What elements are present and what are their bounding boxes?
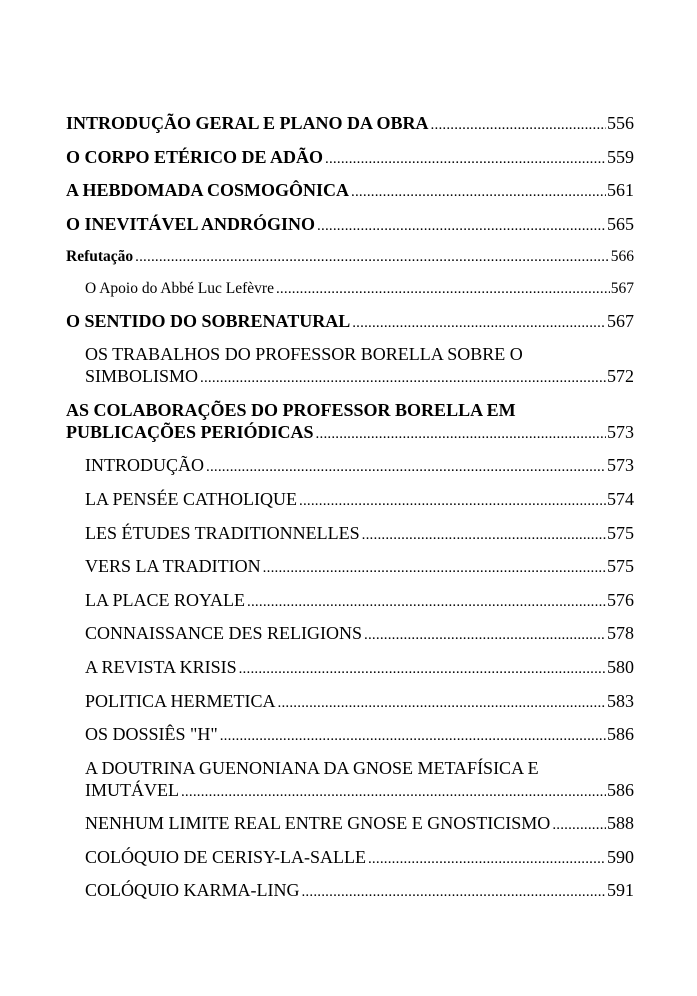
toc-entry-title: O SENTIDO DO SOBRENATURAL bbox=[66, 310, 351, 331]
toc-entry-line bbox=[85, 622, 634, 646]
toc-entry-line bbox=[85, 812, 634, 836]
toc-entry-line bbox=[85, 723, 634, 747]
dot-leader bbox=[431, 114, 606, 136]
dot-leader bbox=[220, 725, 606, 747]
toc-entry-title-line: OS TRABALHOS DO PROFESSOR BORELLA SOBRE O bbox=[85, 344, 523, 365]
toc-entry[interactable] bbox=[66, 112, 634, 136]
toc-entry-line bbox=[85, 846, 634, 870]
toc-entry-page-number: 574 bbox=[607, 488, 634, 509]
toc-entry[interactable] bbox=[66, 656, 634, 680]
toc-entry-page-number: 590 bbox=[607, 846, 634, 867]
toc-entry-title: INTRODUÇÃO bbox=[85, 455, 204, 476]
toc-entry-title: A HEBDOMADA COSMOGÔNICA bbox=[66, 180, 350, 201]
toc-entry-page-number: 575 bbox=[607, 556, 634, 577]
toc-entry-title: VERS LA TRADITION bbox=[85, 556, 261, 577]
dot-leader bbox=[206, 456, 606, 478]
toc-entry[interactable] bbox=[66, 488, 634, 512]
toc-entry-title: LES ÉTUDES TRADITIONNELLES bbox=[85, 522, 360, 543]
toc-entry-page-number: 580 bbox=[607, 656, 634, 677]
dot-leader bbox=[276, 278, 610, 300]
toc-entry[interactable] bbox=[66, 246, 634, 268]
dot-leader bbox=[239, 658, 606, 680]
toc-entry-page-number: 559 bbox=[607, 146, 634, 167]
toc-entry-title: LA PLACE ROYALE bbox=[85, 589, 246, 610]
dot-leader bbox=[200, 367, 606, 389]
toc-entry-title: COLÓQUIO DE CERISY-LA-SALLE bbox=[85, 846, 366, 867]
toc-entry[interactable] bbox=[66, 278, 634, 300]
toc-entry[interactable] bbox=[66, 522, 634, 546]
table-of-contents bbox=[66, 112, 634, 913]
toc-entry-title: OS DOSSIÊS "H" bbox=[85, 724, 218, 745]
toc-entry-title: POLITICA HERMETICA bbox=[85, 690, 276, 711]
toc-entry-page-number: 586 bbox=[607, 724, 634, 745]
toc-entry-title: INTRODUÇÃO GERAL E PLANO DA OBRA bbox=[66, 113, 429, 133]
dot-leader bbox=[301, 881, 606, 903]
toc-entry-line bbox=[66, 310, 634, 334]
dot-leader bbox=[135, 246, 610, 268]
toc-entry-page-number: 591 bbox=[607, 880, 634, 901]
toc-entry-page-number: 567 bbox=[610, 279, 634, 297]
toc-entry-title: O CORPO ETÉRICO DE ADÃO bbox=[66, 146, 324, 167]
toc-entry-title: O INEVITÁVEL ANDRÓGINO bbox=[66, 213, 316, 234]
toc-entry[interactable] bbox=[66, 622, 634, 646]
toc-entry-title: LA PENSÉE CATHOLIQUE bbox=[85, 488, 297, 509]
toc-entry-title-line: AS COLABORAÇÕES DO PROFESSOR BORELLA EM bbox=[66, 399, 516, 420]
dot-leader bbox=[351, 181, 606, 203]
dot-leader bbox=[316, 423, 606, 445]
dot-leader bbox=[325, 148, 606, 170]
toc-entry-page-number: 583 bbox=[607, 690, 634, 711]
dot-leader bbox=[552, 814, 606, 836]
toc-entry-line bbox=[85, 488, 634, 512]
toc-entry-line bbox=[85, 522, 634, 546]
toc-entry[interactable] bbox=[66, 213, 634, 237]
toc-entry[interactable] bbox=[66, 589, 634, 613]
toc-entry-line bbox=[85, 779, 634, 803]
toc-entry-page-number: 575 bbox=[607, 522, 634, 543]
toc-entry[interactable] bbox=[66, 879, 634, 903]
toc-entry-line bbox=[85, 589, 634, 613]
toc-entry-page-number: 556 bbox=[607, 113, 634, 133]
toc-entry-line bbox=[66, 213, 634, 237]
toc-entry[interactable] bbox=[66, 812, 634, 836]
toc-entry-line bbox=[85, 454, 634, 478]
toc-entry-page-number: 565 bbox=[607, 213, 634, 234]
toc-entry-page-number: 566 bbox=[610, 248, 634, 266]
toc-entry-line bbox=[85, 656, 634, 680]
toc-entry-line bbox=[85, 690, 634, 714]
toc-entry-line bbox=[85, 555, 634, 579]
toc-entry[interactable] bbox=[66, 723, 634, 747]
toc-entry[interactable] bbox=[66, 846, 634, 870]
toc-entry-title: PUBLICAÇÕES PERIÓDICAS bbox=[66, 421, 314, 442]
toc-entry-title-line: A DOUTRINA GUENONIANA DA GNOSE METAFÍSICA E bbox=[85, 757, 539, 778]
toc-entry-page-number: 573 bbox=[607, 421, 634, 442]
dot-leader bbox=[368, 848, 606, 870]
toc-entry[interactable] bbox=[66, 146, 634, 170]
toc-entry[interactable] bbox=[66, 454, 634, 478]
toc-entry-page-number: 573 bbox=[607, 455, 634, 476]
toc-entry[interactable] bbox=[66, 757, 634, 803]
toc-entry-page-number: 572 bbox=[607, 366, 634, 387]
dot-leader bbox=[263, 557, 606, 579]
toc-entry-page-number: 586 bbox=[607, 779, 634, 800]
dot-leader bbox=[299, 490, 606, 512]
toc-entry[interactable] bbox=[66, 555, 634, 579]
toc-entry-line bbox=[66, 246, 634, 268]
dot-leader bbox=[364, 624, 606, 646]
toc-entry-title: O Apoio do Abbé Luc Lefèvre bbox=[85, 279, 274, 297]
toc-entry[interactable] bbox=[66, 310, 634, 334]
toc-entry-page-number: 561 bbox=[607, 180, 634, 201]
toc-entry-title: SIMBOLISMO bbox=[85, 366, 199, 387]
dot-leader bbox=[247, 591, 606, 613]
toc-entry-title: COLÓQUIO KARMA-LING bbox=[85, 880, 300, 901]
toc-entry-title: Refutação bbox=[66, 248, 134, 266]
dot-leader bbox=[181, 781, 606, 803]
toc-entry-line bbox=[85, 879, 634, 903]
toc-entry-title: A REVISTA KRISIS bbox=[85, 656, 237, 677]
toc-entry[interactable] bbox=[66, 343, 634, 389]
toc-entry[interactable] bbox=[66, 690, 634, 714]
toc-entry-page-number: 576 bbox=[607, 589, 634, 610]
toc-entry-line bbox=[66, 112, 634, 136]
toc-entry-line bbox=[85, 365, 634, 389]
dot-leader bbox=[278, 692, 607, 714]
toc-entry-line bbox=[85, 278, 634, 300]
toc-entry-line bbox=[66, 421, 634, 445]
toc-entry-page-number: 578 bbox=[607, 623, 634, 644]
dot-leader bbox=[317, 215, 606, 237]
toc-entry-title: NENHUM LIMITE REAL ENTRE GNOSE E GNOSTICISMO bbox=[85, 813, 551, 834]
dot-leader bbox=[362, 524, 606, 546]
toc-entry[interactable] bbox=[66, 399, 634, 445]
toc-entry-title: CONNAISSANCE DES RELIGIONS bbox=[85, 623, 363, 644]
toc-entry-title: IMUTÁVEL bbox=[85, 779, 179, 800]
toc-entry-page-number: 567 bbox=[607, 310, 634, 331]
toc-entry-page-number: 588 bbox=[607, 813, 634, 834]
toc-entry-line bbox=[66, 146, 634, 170]
toc-entry-line bbox=[66, 179, 634, 203]
dot-leader bbox=[352, 312, 606, 334]
toc-entry[interactable] bbox=[66, 179, 634, 203]
